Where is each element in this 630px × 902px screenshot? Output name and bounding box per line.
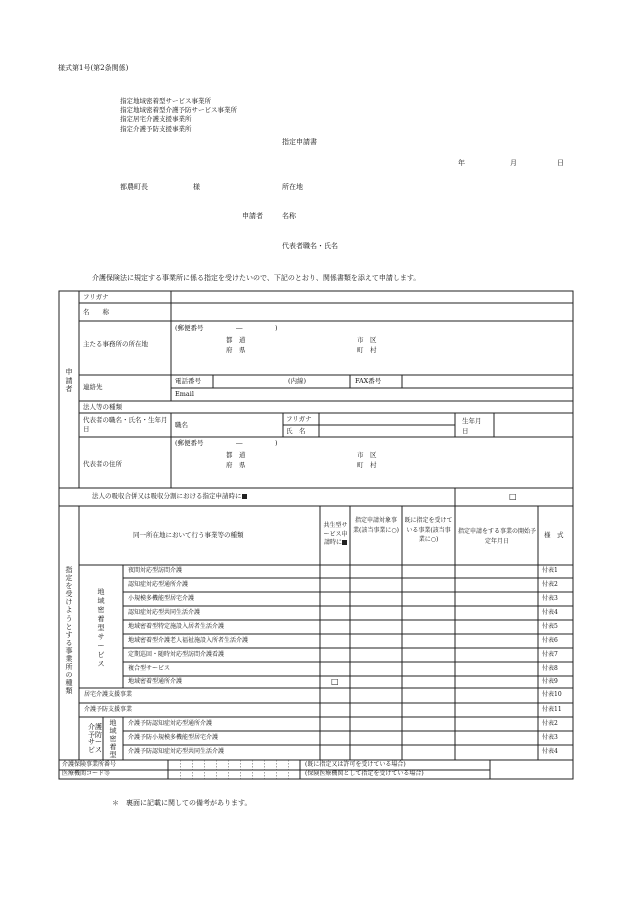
name-label: 名 称 — [83, 308, 109, 316]
footnote: ＊ 裏面に記載に関しての備考があります。 — [112, 799, 252, 807]
recipient: 都農町長 — [120, 183, 148, 191]
main-office-city-2: 町 村 — [357, 346, 377, 354]
rep-address-city-2: 町 村 — [357, 461, 377, 469]
header-form: 様 式 — [544, 531, 564, 539]
extension-label: (内線) — [288, 377, 307, 385]
service-row-form: 付表9 — [542, 678, 558, 685]
main-office-pref-1: 都 道 — [226, 336, 246, 344]
applicant-rep-label: 代表者職名・氏名 — [282, 242, 338, 250]
rep-furigana-label: フリガナ — [286, 415, 312, 423]
form-number: 様式第1号(第2条関係) — [58, 64, 129, 72]
rep-fullname-label: 氏 名 — [286, 427, 306, 435]
service-row-name: 地域密着型特定施設入居者生活介護 — [128, 623, 225, 630]
applicant-label: 申請者 — [242, 212, 263, 220]
service-row-name: 地域密着型通所介護 — [128, 678, 183, 685]
service-row-form: 付表6 — [542, 637, 558, 644]
service-row-name: 定期巡回・随時対応型訪問介護看護 — [128, 651, 225, 658]
service-row-name: 複合型サービス — [128, 665, 171, 672]
rep-address-label: 代表者の住所 — [83, 460, 122, 468]
corp-type-label: 法人等の種類 — [83, 403, 122, 411]
addressee-type-1: 指定地域密着型サービス事業所 — [120, 97, 211, 105]
service-row-form: 付表4 — [542, 748, 558, 755]
service-row-name: 介護予防支援事業 — [84, 706, 133, 713]
service-row-name: 介護予防認知症対応型共同生活介護 — [128, 748, 225, 755]
service-row-name: 小規模多機能型居宅介護 — [128, 595, 195, 602]
service-row-form: 付表2 — [542, 581, 558, 588]
header-target: 指定申請対象事業(該当事業に○) — [353, 517, 399, 534]
applicant-name-label: 名称 — [282, 212, 296, 220]
kyosei-checkbox[interactable]: □ — [331, 677, 339, 686]
service-row-name: 夜間対応型訪問介護 — [128, 567, 183, 574]
medical-code-label: 医療機関コード等 — [62, 770, 111, 777]
header-service-type: 同一所在地において行う事業等の種類 — [133, 531, 244, 539]
note-mark-icon — [342, 540, 347, 545]
header-existing: 既に指定を受けている事業(該当事業に○) — [404, 517, 453, 543]
insurance-no-note: (既に指定又は許可を受けている場合) — [305, 761, 406, 768]
note-mark-icon — [242, 494, 247, 499]
rep-label: 代表者の職名・氏名・生年月日 — [83, 416, 168, 433]
service-row-form: 付表8 — [542, 665, 558, 672]
prevention-group-label-a: 介護予防サービス — [88, 723, 102, 754]
service-row-form: 付表10 — [542, 691, 562, 698]
rep-address-postal: (郵便番号 ― ) — [175, 439, 278, 447]
service-row-form: 付表5 — [542, 623, 558, 630]
service-row-name: 居宅介護支援事業 — [84, 691, 133, 698]
merger-checkbox[interactable]: □ — [509, 492, 517, 501]
rep-birth-label: 生年月日 — [462, 417, 482, 435]
insurance-no-label: 介護保険事業所番号 — [62, 761, 117, 768]
intro-text: 介護保険法に規定する事業所に係る指定を受けたいので、下記のとおり、関係書類を添えて申請します。 — [92, 274, 421, 282]
rep-title-label: 職名 — [175, 421, 188, 429]
service-row-form: 付表2 — [542, 720, 558, 727]
prevention-group-label-b: 地域密着型 — [109, 719, 117, 759]
addressee-type-2: 指定地域密着型介護予防サービス事業所 — [120, 106, 237, 114]
date-day-label: 日 — [557, 159, 564, 167]
furigana-label: フリガナ — [83, 293, 109, 301]
main-office-pref-2: 府 県 — [226, 346, 246, 354]
applicant-address-label: 所在地 — [282, 183, 303, 191]
service-row-form: 付表3 — [542, 595, 558, 602]
community-group-label: 地域密着型サービス — [97, 588, 105, 668]
merger-row — [92, 493, 247, 500]
merger-label: 法人の吸収合併又は吸収分割における指定申請時に — [92, 492, 242, 500]
fax-label: FAX番号 — [355, 377, 382, 385]
section-services-label: 指定を受けようとする事業所の種類 — [65, 566, 73, 696]
service-row-name: 認知症対応型通所介護 — [128, 581, 189, 588]
header-start: 指定申請をする事業の開始予定年月日 — [457, 528, 536, 545]
doc-title: 指定申請書 — [282, 138, 317, 146]
main-office-postal: (郵便番号 ― ) — [175, 324, 278, 332]
service-row-form: 付表3 — [542, 734, 558, 741]
service-row-form: 付表1 — [542, 567, 558, 574]
phone-label: 電話番号 — [175, 377, 201, 385]
service-row-name: 介護予防小規模多機能型居宅介護 — [128, 734, 219, 741]
service-row-name: 介護予防認知症対応型通所介護 — [128, 720, 213, 727]
rep-address-pref-2: 府 県 — [226, 461, 246, 469]
section-applicant-label: 申請者 — [65, 368, 73, 394]
service-row-name: 認知症対応型共同生活介護 — [128, 609, 201, 616]
email-label: Email — [175, 390, 194, 398]
service-row-form: 付表4 — [542, 609, 558, 616]
rep-address-pref-1: 都 道 — [226, 451, 246, 459]
service-row-form: 付表11 — [542, 706, 562, 713]
service-row-form: 付表7 — [542, 651, 558, 658]
date-year-label: 年 — [458, 159, 465, 167]
rep-address-city-1: 市 区 — [357, 451, 377, 459]
date-month-label: 月 — [510, 159, 517, 167]
contact-label: 連絡先 — [83, 383, 103, 391]
service-row-name: 地域密着型介護老人福祉施設入所者生活介護 — [128, 637, 249, 644]
header-kyosei: 共生型サービス申請時に — [323, 522, 348, 547]
addressee-type-3: 指定居宅介護支援事業所 — [120, 115, 192, 123]
medical-code-note: (保険医療機関として指定を受けている場合) — [305, 770, 424, 777]
addressee-type-4: 指定介護予防支援事業所 — [120, 125, 192, 133]
recipient-honorific: 様 — [193, 183, 200, 191]
main-office-label: 主たる事務所の所在地 — [83, 340, 148, 348]
main-office-city-1: 市 区 — [357, 336, 377, 344]
